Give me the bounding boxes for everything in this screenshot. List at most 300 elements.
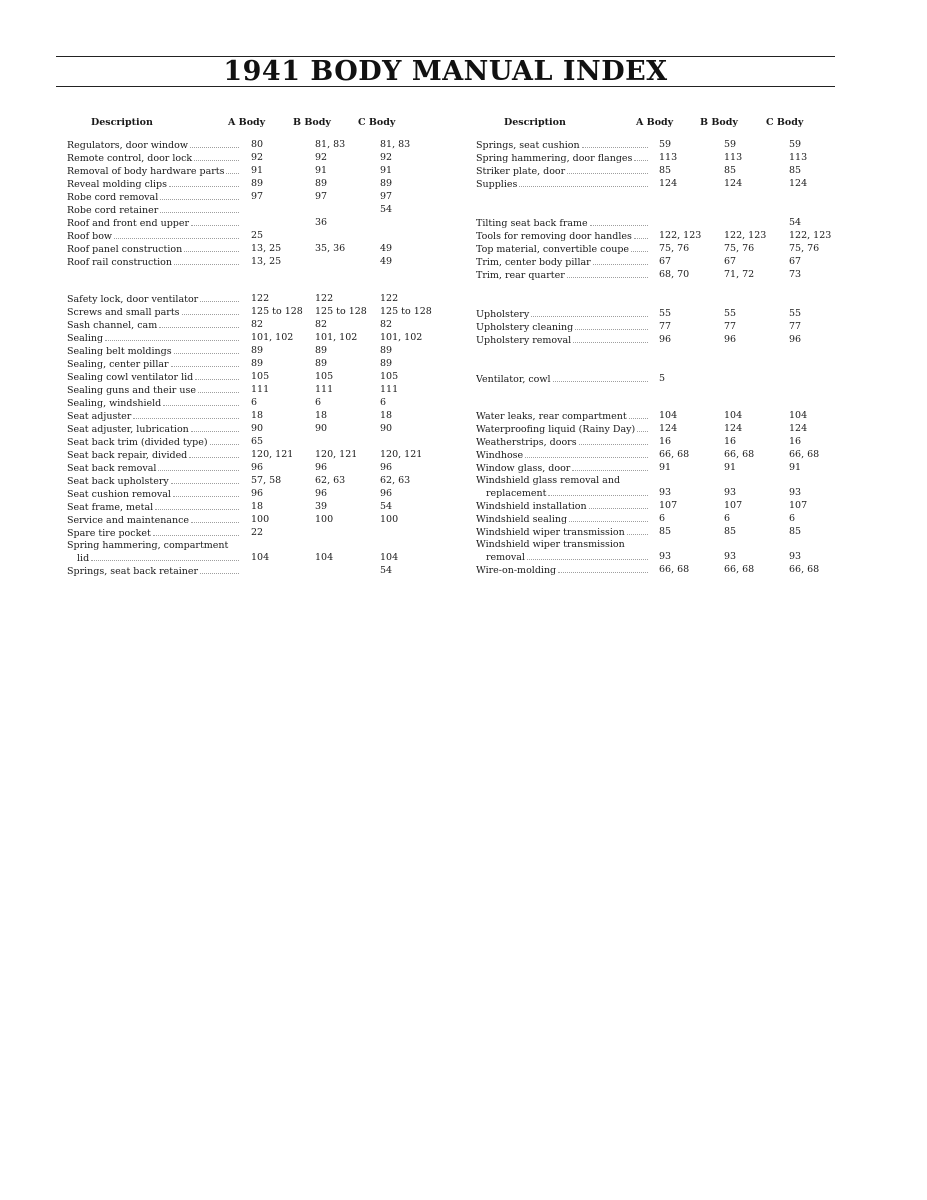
index-entry xyxy=(67,230,462,243)
index-entry xyxy=(67,256,462,269)
index-entry xyxy=(476,373,836,386)
entry-page-c: 85 xyxy=(789,526,802,537)
entry-page-c: 77 xyxy=(789,321,802,332)
entry-page-c: 6 xyxy=(380,397,387,408)
entry-page-b: 81, 83 xyxy=(315,139,346,150)
entry-page-b: 6 xyxy=(315,397,322,408)
entry-description-text: Seat adjuster xyxy=(67,411,132,422)
entry-page-a: 91 xyxy=(251,165,264,176)
entry-page-b: 111 xyxy=(315,384,334,395)
entry-page-a: 5 xyxy=(659,373,666,384)
entry-description-text: Springs, seat back retainer xyxy=(67,566,199,577)
leader-dots xyxy=(105,332,239,341)
entry-page-b: 92 xyxy=(315,152,328,163)
entry-page-c: 93 xyxy=(789,487,802,498)
leader-dots xyxy=(189,449,239,458)
entry-description-text: Sash channel, cam xyxy=(67,320,158,331)
entry-page-a: 89 xyxy=(251,345,264,356)
index-entry xyxy=(67,501,462,514)
entry-page-b: 125 to 128 xyxy=(315,306,367,317)
index-entry xyxy=(476,139,836,152)
entry-page-b: 39 xyxy=(315,501,328,512)
entry-page-b: 100 xyxy=(315,514,334,525)
entry-page-b: 36 xyxy=(315,217,328,228)
leader-dots xyxy=(173,488,239,497)
index-entry xyxy=(67,217,462,230)
entry-description xyxy=(476,462,648,475)
index-entry xyxy=(67,488,462,501)
index-group xyxy=(67,139,462,269)
entry-page-c: 122 xyxy=(380,293,399,304)
index-group xyxy=(476,308,836,347)
entry-description xyxy=(67,332,239,345)
index-entry xyxy=(67,332,462,345)
entry-description xyxy=(476,513,648,526)
entry-page-c: 66, 68 xyxy=(789,449,820,460)
entry-description-text: Sealing cowl ventilator lid xyxy=(67,372,194,383)
entry-page-b: 91 xyxy=(315,165,328,176)
index-entry xyxy=(476,243,836,256)
entry-page-c: 81, 83 xyxy=(380,139,411,150)
entry-page-a: 6 xyxy=(659,513,666,524)
index-entry xyxy=(67,514,462,527)
entry-page-a: 93 xyxy=(659,551,672,562)
leader-dots xyxy=(184,243,239,252)
leader-dots xyxy=(558,564,648,573)
index-entry xyxy=(476,308,836,321)
entry-description xyxy=(67,397,239,410)
leader-dots xyxy=(548,487,648,496)
entry-page-a: 96 xyxy=(251,462,264,473)
entry-description xyxy=(67,371,239,384)
entry-page-a: 104 xyxy=(659,410,678,421)
entry-description xyxy=(67,152,239,165)
entry-page-a: 77 xyxy=(659,321,672,332)
entry-description xyxy=(67,488,239,501)
entry-description-text: Seat back repair, divided xyxy=(67,450,188,461)
index-entry xyxy=(67,178,462,191)
entry-page-a: 124 xyxy=(659,178,678,189)
entry-description-text: removal xyxy=(486,552,525,563)
index-entry xyxy=(476,436,836,449)
entry-page-c: 104 xyxy=(380,552,399,563)
index-group xyxy=(476,373,836,386)
index-entry xyxy=(67,527,462,540)
leader-dots xyxy=(194,152,239,161)
entry-page-c: 67 xyxy=(789,256,802,267)
entry-description-text: Springs, seat cushion xyxy=(476,140,580,151)
entry-page-a: 101, 102 xyxy=(251,332,294,343)
entry-page-a: 89 xyxy=(251,358,264,369)
entry-description-text: Safety lock, door ventilator xyxy=(67,294,199,305)
entry-page-b: 35, 36 xyxy=(315,243,346,254)
entry-page-b: 89 xyxy=(315,345,328,356)
entry-page-c: 124 xyxy=(789,178,808,189)
entry-page-a: 82 xyxy=(251,319,264,330)
entry-page-a: 122, 123 xyxy=(659,230,702,241)
entry-description-text: Windshield wiper transmission xyxy=(476,527,625,538)
entry-page-c: 75, 76 xyxy=(789,243,820,254)
entry-page-c: 89 xyxy=(380,358,393,369)
entry-description xyxy=(67,178,239,191)
entry-page-b: 82 xyxy=(315,319,328,330)
entry-description-text: Robe cord removal xyxy=(67,192,159,203)
entry-description xyxy=(476,423,648,436)
leader-dots xyxy=(160,204,239,213)
index-entry xyxy=(67,152,462,165)
entry-page-c: 113 xyxy=(789,152,808,163)
leader-dots xyxy=(573,334,648,343)
entry-description xyxy=(67,217,239,230)
entry-description-text: Seat back upholstery xyxy=(67,476,169,487)
leader-dots xyxy=(191,514,239,523)
leader-dots xyxy=(589,500,648,509)
entry-description-line1: Spring hammering, compartment xyxy=(67,540,229,551)
entry-page-b: 91 xyxy=(724,462,737,473)
header-c-body: C Body xyxy=(766,117,804,128)
entry-page-c: 73 xyxy=(789,269,802,280)
entry-page-c: 90 xyxy=(380,423,393,434)
index-entry xyxy=(476,152,836,165)
leader-dots xyxy=(631,243,648,252)
entry-description xyxy=(476,269,648,282)
entry-page-a: 22 xyxy=(251,527,264,538)
index-entry xyxy=(476,526,836,539)
entry-page-c: 54 xyxy=(789,217,802,228)
leader-dots xyxy=(195,371,239,380)
index-entry xyxy=(67,475,462,488)
entry-description-text: Supplies xyxy=(476,179,518,190)
header-b-body: B Body xyxy=(293,117,331,128)
entry-description xyxy=(67,384,239,397)
entry-description xyxy=(67,423,239,436)
entry-page-a: 85 xyxy=(659,526,672,537)
index-entry xyxy=(476,334,836,347)
index-entry xyxy=(476,423,836,436)
entry-description xyxy=(67,475,239,488)
entry-description xyxy=(67,565,239,578)
entry-page-b: 90 xyxy=(315,423,328,434)
entry-page-b: 122 xyxy=(315,293,334,304)
entry-description-line1: Windshield wiper transmission xyxy=(476,539,625,550)
entry-description xyxy=(67,319,239,332)
entry-description xyxy=(67,462,239,475)
entry-description-text: Sealing belt moldings xyxy=(67,346,172,357)
entry-page-b: 89 xyxy=(315,358,328,369)
entry-description xyxy=(476,243,648,256)
entry-description xyxy=(67,514,239,527)
entry-description-text: Seat cushion removal xyxy=(67,489,171,500)
entry-page-a: 100 xyxy=(251,514,270,525)
header-description: Description xyxy=(91,117,153,128)
entry-description xyxy=(476,373,648,386)
index-entry xyxy=(67,384,462,397)
header-b-body: B Body xyxy=(700,117,738,128)
entry-description xyxy=(476,230,648,243)
header-description: Description xyxy=(504,117,566,128)
entry-description xyxy=(67,204,239,217)
entry-description-text: Robe cord retainer xyxy=(67,205,159,216)
leader-dots xyxy=(191,423,239,432)
entry-page-a: 96 xyxy=(659,334,672,345)
entry-description-text: Seat back removal xyxy=(67,463,157,474)
leader-dots xyxy=(553,373,648,382)
entry-page-c: 93 xyxy=(789,551,802,562)
entry-description xyxy=(67,345,239,358)
leader-dots xyxy=(133,410,239,419)
entry-page-b: 85 xyxy=(724,526,737,537)
entry-description-text: Spring hammering, door flanges xyxy=(476,153,633,164)
leader-dots xyxy=(114,230,239,239)
entry-page-a: 113 xyxy=(659,152,678,163)
entry-page-b: 96 xyxy=(315,488,328,499)
entry-page-b: 18 xyxy=(315,410,328,421)
entry-description-text: Sealing xyxy=(67,333,104,344)
leader-dots xyxy=(519,178,648,187)
entry-description xyxy=(67,527,239,540)
leader-dots xyxy=(174,256,239,265)
entry-page-a: 124 xyxy=(659,423,678,434)
entry-description-text: Removal of body hardware parts xyxy=(67,166,225,177)
index-column-right xyxy=(476,117,836,577)
entry-page-b: 85 xyxy=(724,165,737,176)
bottom-rule xyxy=(56,86,835,87)
entry-description xyxy=(476,334,648,347)
index-entry xyxy=(67,540,462,565)
entry-page-b: 97 xyxy=(315,191,328,202)
leader-dots xyxy=(191,217,239,226)
entry-page-b: 93 xyxy=(724,551,737,562)
entry-page-a: 67 xyxy=(659,256,672,267)
entry-description xyxy=(476,526,648,539)
entry-page-a: 92 xyxy=(251,152,264,163)
entry-page-c: 55 xyxy=(789,308,802,319)
page-title: 1941 BODY MANUAL INDEX xyxy=(223,56,668,87)
entry-page-b: 104 xyxy=(724,410,743,421)
entry-page-a: 66, 68 xyxy=(659,449,690,460)
entry-page-a: 107 xyxy=(659,500,678,511)
index-entry xyxy=(476,256,836,269)
entry-description-text: Sealing, center pillar xyxy=(67,359,169,370)
entry-page-a: 111 xyxy=(251,384,270,395)
index-entry xyxy=(476,165,836,178)
entry-description-text: Service and maintenance xyxy=(67,515,190,526)
index-entry xyxy=(476,178,836,191)
entry-description xyxy=(67,243,239,256)
index-entry xyxy=(67,565,462,578)
entry-description xyxy=(476,321,648,334)
entry-page-c: 49 xyxy=(380,243,393,254)
entry-page-a: 105 xyxy=(251,371,270,382)
leader-dots xyxy=(567,269,648,278)
entry-page-a: 6 xyxy=(251,397,258,408)
entry-page-b: 66, 68 xyxy=(724,564,755,575)
leader-dots xyxy=(155,501,239,510)
entry-page-a: 125 to 128 xyxy=(251,306,303,317)
entry-description xyxy=(476,165,648,178)
header-c-body: C Body xyxy=(358,117,396,128)
entry-page-b: 93 xyxy=(724,487,737,498)
entry-page-a: 96 xyxy=(251,488,264,499)
entry-description xyxy=(67,436,239,449)
entry-description xyxy=(67,410,239,423)
header-a-body: A Body xyxy=(636,117,674,128)
entry-page-a: 59 xyxy=(659,139,672,150)
leader-dots xyxy=(567,165,648,174)
entry-page-a: 16 xyxy=(659,436,672,447)
header-a-body: A Body xyxy=(228,117,266,128)
entry-page-a: 13, 25 xyxy=(251,256,282,267)
leader-dots xyxy=(91,552,239,561)
entry-description-text: Windshield installation xyxy=(476,501,587,512)
entry-page-a: 85 xyxy=(659,165,672,176)
leader-dots xyxy=(634,152,648,161)
entry-description-text: Waterproofing liquid (Rainy Day) xyxy=(476,424,636,435)
entry-page-b: 105 xyxy=(315,371,334,382)
entry-page-b: 62, 63 xyxy=(315,475,346,486)
entry-page-c: 16 xyxy=(789,436,802,447)
entry-description-text: Roof and front end upper xyxy=(67,218,190,229)
entry-description xyxy=(67,552,239,565)
entry-description-text: Weatherstrips, doors xyxy=(476,437,577,448)
entry-page-c: 85 xyxy=(789,165,802,176)
entry-page-b: 120, 121 xyxy=(315,449,358,460)
entry-description xyxy=(67,358,239,371)
entry-description-text: Roof rail construction xyxy=(67,257,172,268)
entry-description xyxy=(476,217,648,230)
column-header xyxy=(476,117,836,139)
entry-description-text: lid xyxy=(77,553,90,564)
entry-page-b: 122, 123 xyxy=(724,230,767,241)
leader-dots xyxy=(629,410,648,419)
entry-page-c: 54 xyxy=(380,204,393,215)
entry-page-c: 124 xyxy=(789,423,808,434)
leader-dots xyxy=(525,449,648,458)
index-group xyxy=(67,293,462,578)
entry-description xyxy=(476,308,648,321)
leader-dots xyxy=(190,139,239,148)
entry-page-c: 54 xyxy=(380,565,393,576)
entry-page-b: 67 xyxy=(724,256,737,267)
leader-dots xyxy=(200,293,239,302)
entry-page-a: 120, 121 xyxy=(251,449,294,460)
index-entry xyxy=(67,165,462,178)
entry-description xyxy=(476,449,648,462)
entry-description xyxy=(67,230,239,243)
entry-page-a: 104 xyxy=(251,552,270,563)
entry-description-text: Seat frame, metal xyxy=(67,502,154,513)
entry-page-b: 59 xyxy=(724,139,737,150)
index-entry xyxy=(476,564,836,577)
entry-page-a: 13, 25 xyxy=(251,243,282,254)
entry-description xyxy=(476,139,648,152)
index-entry xyxy=(476,230,836,243)
entry-page-c: 6 xyxy=(789,513,796,524)
entry-page-a: 80 xyxy=(251,139,264,150)
index-entry xyxy=(67,243,462,256)
entry-description-text: Sealing guns and their use xyxy=(67,385,196,396)
leader-dots xyxy=(174,345,239,354)
entry-page-c: 101, 102 xyxy=(380,332,423,343)
entry-page-b: 89 xyxy=(315,178,328,189)
entry-description-text: Striker plate, door xyxy=(476,166,566,177)
index-entry xyxy=(476,462,836,475)
leader-dots xyxy=(163,397,239,406)
leader-dots xyxy=(572,462,648,471)
entry-page-a: 65 xyxy=(251,436,264,447)
entry-description-text: Upholstery xyxy=(476,309,530,320)
entry-description xyxy=(476,178,648,191)
entry-description xyxy=(476,256,648,269)
entry-page-a: 66, 68 xyxy=(659,564,690,575)
entry-description-text: Roof panel construction xyxy=(67,244,183,255)
entry-description xyxy=(476,410,648,423)
index-entry xyxy=(476,513,836,526)
leader-dots xyxy=(637,423,648,432)
entry-description xyxy=(476,564,648,577)
entry-page-c: 111 xyxy=(380,384,399,395)
leader-dots xyxy=(182,306,239,315)
entry-description-text: Window glass, door xyxy=(476,463,571,474)
index-column-left xyxy=(67,117,462,578)
entry-description xyxy=(67,256,239,269)
entry-page-c: 92 xyxy=(380,152,393,163)
entry-description xyxy=(67,306,239,319)
leader-dots xyxy=(153,527,239,536)
entry-description xyxy=(67,139,239,152)
entry-page-c: 89 xyxy=(380,345,393,356)
leader-dots xyxy=(226,165,239,174)
index-entry xyxy=(67,293,462,306)
leader-dots xyxy=(171,475,239,484)
index-entry xyxy=(476,410,836,423)
index-entry xyxy=(476,269,836,282)
entry-page-a: 122 xyxy=(251,293,270,304)
entry-description-text: Spare tire pocket xyxy=(67,528,151,539)
index-group xyxy=(476,139,836,191)
leader-dots xyxy=(171,358,239,367)
entry-page-a: 93 xyxy=(659,487,672,498)
entry-description-text: Reveal molding clips xyxy=(67,179,167,190)
entry-page-c: 62, 63 xyxy=(380,475,411,486)
leader-dots xyxy=(160,191,239,200)
entry-description xyxy=(67,293,239,306)
entry-page-c: 96 xyxy=(789,334,802,345)
entry-page-b: 96 xyxy=(315,462,328,473)
leader-dots xyxy=(579,436,648,445)
entry-page-a: 18 xyxy=(251,410,264,421)
entry-description-text: Ventilator, cowl xyxy=(476,374,551,385)
entry-page-b: 124 xyxy=(724,423,743,434)
leader-dots xyxy=(569,513,648,522)
index-entry xyxy=(67,462,462,475)
leader-dots xyxy=(531,308,648,317)
index-entry xyxy=(476,475,836,500)
entry-page-c: 105 xyxy=(380,371,399,382)
entry-page-c: 66, 68 xyxy=(789,564,820,575)
entry-description xyxy=(476,152,648,165)
entry-description xyxy=(67,165,239,178)
index-entry xyxy=(476,321,836,334)
index-entry xyxy=(67,410,462,423)
entry-page-c: 122, 123 xyxy=(789,230,832,241)
index-entry xyxy=(67,306,462,319)
entry-page-c: 82 xyxy=(380,319,393,330)
index-entry xyxy=(67,449,462,462)
entry-page-b: 104 xyxy=(315,552,334,563)
entry-page-c: 100 xyxy=(380,514,399,525)
entry-description-text: Upholstery cleaning xyxy=(476,322,574,333)
